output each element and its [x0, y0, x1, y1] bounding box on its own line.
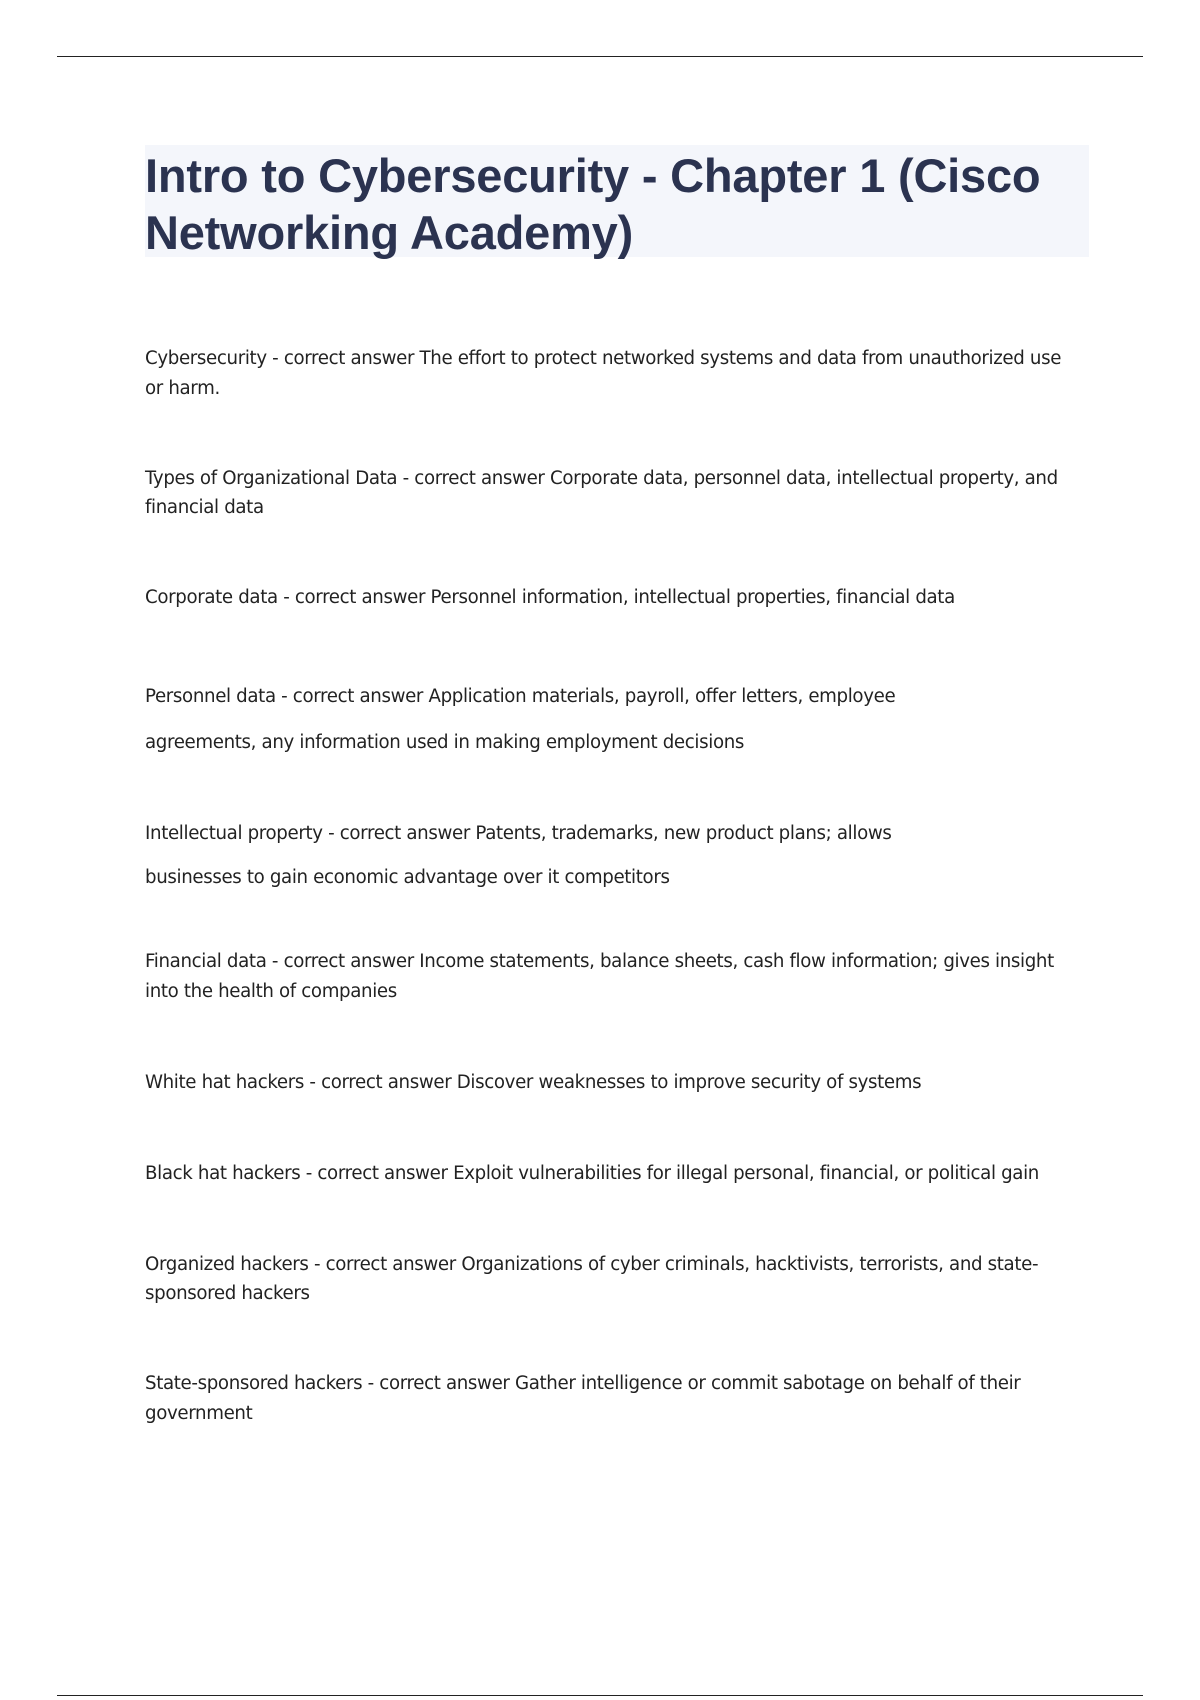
flashcard-entry-state-sponsored-hackers	[145, 1369, 1085, 1429]
entry-line: Personnel data - correct answer Application materials, payroll, offer letters, employee	[145, 686, 896, 707]
flashcard-entry-financial-data	[145, 947, 1085, 1007]
entry-line: agreements, any information used in making employment decisions	[145, 732, 745, 753]
flashcard-entry-intellectual-property	[145, 812, 1085, 900]
entry-line: Black hat hackers - correct answer Exploit vulnerabilities for illegal personal, financial, or political gain	[145, 1163, 1039, 1184]
top-divider	[57, 56, 1143, 57]
flashcard-entry-corporate-data	[145, 583, 1085, 613]
entry-line: businesses to gain economic advantage over it competitors	[145, 867, 670, 888]
document-title-line-1: Intro to Cybersecurity - Chapter 1 (Cisco	[145, 149, 1041, 202]
flashcard-entry-white-hat-hackers	[145, 1068, 1085, 1098]
entry-line: State-sponsored hackers - correct answer Gather intelligence or commit sabotage on behalf of their	[145, 1373, 1021, 1394]
entry-line: Corporate data - correct answer Personnel information, intellectual properties, financial data	[145, 587, 955, 608]
entry-line: financial data	[145, 497, 264, 518]
flashcard-entry-organized-hackers	[145, 1250, 1085, 1308]
entry-line: Cybersecurity - correct answer The effort to protect networked systems and data from unauthorized use	[145, 348, 1062, 369]
entry-line: or harm.	[145, 378, 220, 399]
flashcard-entry-black-hat-hackers	[145, 1159, 1085, 1189]
entry-line: into the health of companies	[145, 981, 397, 1002]
entry-line: Financial data - correct answer Income statements, balance sheets, cash flow information; gives insight	[145, 951, 1054, 972]
entry-line: Intellectual property - correct answer Patents, trademarks, new product plans; allows	[145, 823, 892, 844]
entry-line: government	[145, 1403, 253, 1424]
entry-line: White hat hackers - correct answer Discover weaknesses to improve security of systems	[145, 1072, 922, 1093]
flashcard-entry-personnel-data	[145, 674, 1085, 766]
flashcard-entry-types-of-organizational-data	[145, 464, 1085, 522]
entry-line: Organized hackers - correct answer Organizations of cyber criminals, hacktivists, terrorists, and state-	[145, 1254, 1039, 1275]
entry-line: sponsored hackers	[145, 1283, 310, 1304]
bottom-divider	[57, 1695, 1143, 1696]
title-banner	[145, 145, 1089, 257]
document-title	[145, 147, 1089, 261]
flashcard-entry-cybersecurity	[145, 344, 1085, 404]
document-title-line-2: Networking Academy)	[145, 206, 634, 259]
flashcard-list	[145, 344, 1085, 1429]
entry-line: Types of Organizational Data - correct answer Corporate data, personnel data, intellectual property, and	[145, 468, 1058, 489]
